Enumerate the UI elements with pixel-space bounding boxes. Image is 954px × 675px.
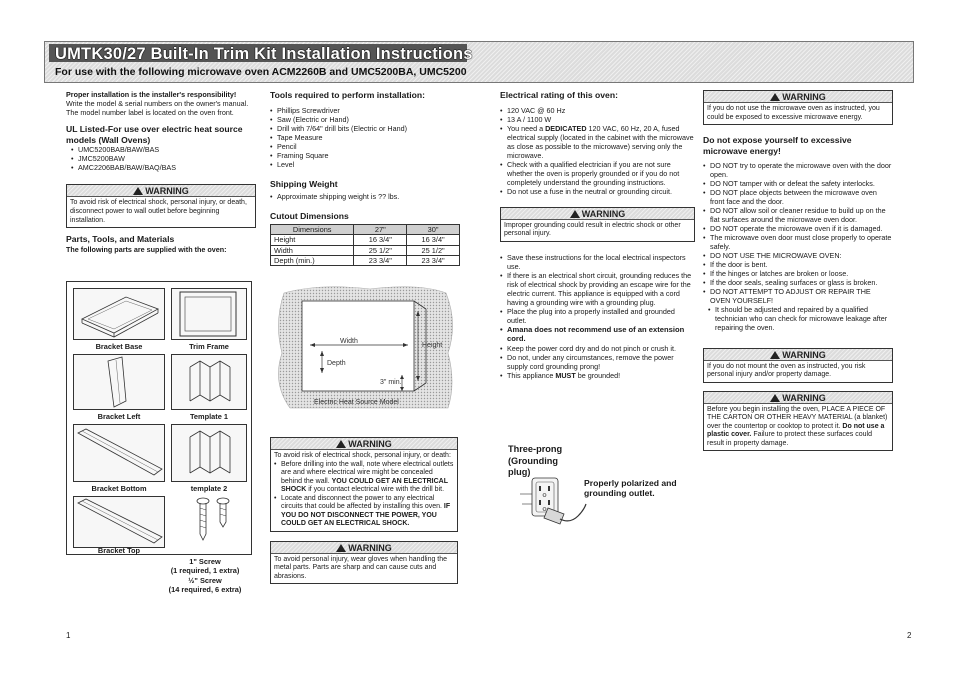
- list-item: • DO NOT allow soil or cleaner residue to build up on the flat surfaces around the microwave oven door.: [703, 206, 893, 224]
- electrical-heading: Electrical rating of this oven:: [500, 90, 618, 100]
- title-banner: [44, 41, 914, 83]
- list-item: • DO NOT ATTEMPT TO ADJUST OR REPAIR THE OVEN YOURSELF!: [703, 287, 893, 305]
- diagram-height-label: Height: [422, 342, 443, 349]
- warning-triangle-icon: [770, 394, 780, 402]
- warning-text: [271, 450, 457, 531]
- warning-box-microwave-energy: [703, 90, 893, 125]
- safety-list: [703, 161, 893, 305]
- list-item: • Check with a qualified electrician if you are not sure whether the oven is properly grounded or if you do not completely understand the grounding instructions.: [500, 160, 695, 187]
- warning-header: [67, 185, 255, 197]
- warning-text: To avoid personal injury, wear gloves when handling the metal parts. Parts are sharp and can cause cuts and abrasions.: [274, 555, 448, 580]
- exposure-heading: Do not expose yourself to excessive microwave energy!: [703, 135, 852, 156]
- screw-1-label: 1" Screw: [189, 557, 221, 566]
- list-item: • If the hinges or latches are broken or loose.: [703, 269, 893, 278]
- trim-frame-image: [171, 288, 247, 340]
- list-item: • Keep the power cord dry and do not pinch or crush it.: [500, 344, 695, 353]
- list-item: • If the door seals, sealing surfaces or glass is broken.: [703, 278, 893, 287]
- plug-outlet-icon: [508, 474, 588, 530]
- table-cell: Width: [271, 245, 354, 255]
- table-header: 30": [407, 225, 460, 235]
- warning-title: WARNING: [145, 186, 189, 197]
- part-label: template 2: [190, 484, 228, 493]
- warning-triangle-icon: [133, 187, 143, 195]
- list-item: • Amana does not recommend use of an extension cord.: [500, 325, 695, 344]
- grounding-list: [500, 253, 695, 380]
- list-item: • Save these instructions for the local electrical inspectors use.: [500, 253, 695, 271]
- column-2-warnings: [270, 437, 458, 584]
- table-header: Dimensions: [271, 225, 354, 235]
- column-1: [66, 90, 256, 254]
- warning-title: WARNING: [348, 542, 392, 553]
- list-item: • DO NOT operate the microwave oven if it is damaged.: [703, 224, 893, 233]
- table-cell: Height: [271, 235, 354, 245]
- table-cell: 23 3/4": [407, 255, 460, 265]
- warning-header: [271, 542, 457, 554]
- warning-title: WARNING: [782, 392, 826, 403]
- cutout-table: [270, 224, 460, 266]
- bracket-bottom-image: [73, 424, 165, 482]
- screw-2-label: ½" Screw: [188, 575, 222, 585]
- warning-item-tail: if you contact electrical wire with the drill bit.: [308, 486, 445, 494]
- warning-item-text: Locate and disconnect the power to any electrical circuits that could be affected by installing this oven.: [281, 494, 442, 511]
- plug-label: Three-prong (Grounding plug): [508, 444, 563, 477]
- list-item: • Pencil: [270, 142, 460, 151]
- warning-intro: To avoid risk of electrical shock, personal injury, or death:: [274, 452, 451, 459]
- warning-title: WARNING: [348, 439, 392, 449]
- table-cell: 25 1/2": [407, 245, 460, 255]
- tools-list: [270, 106, 460, 169]
- column-4: [703, 90, 893, 451]
- electrical-list: [500, 106, 695, 196]
- warning-title: WARNING: [581, 208, 626, 219]
- page-title: UMTK30/27 Built-In Trim Kit Installation Instructions: [55, 45, 473, 63]
- table-cell: 16 3/4": [354, 235, 407, 245]
- list-item: • The microwave oven door must close properly to operate safely.: [703, 233, 893, 251]
- table-cell: 25 1/2": [354, 245, 407, 255]
- shipping-list: [270, 192, 460, 201]
- diagram-caption: Electric Heat Source Model: [314, 399, 399, 406]
- warning-triangle-icon: [770, 351, 780, 359]
- diagram-depth-label: Depth: [327, 360, 346, 367]
- part-label: Bracket Base: [95, 342, 143, 351]
- warning-triangle-icon: [770, 93, 780, 101]
- item-bold: MUST: [555, 370, 576, 380]
- item-text: 120 VAC, 60 Hz, 20 A, fused electrical supply (located in the cabinet with the microwave as close as possible to the microwave) serving only the microwave.: [507, 123, 694, 160]
- list-item: • 13 A / 1100 W: [500, 115, 695, 124]
- warning-box-countertop: [703, 391, 893, 452]
- page-number-right: 2: [907, 631, 912, 640]
- bracket-base-image: [73, 288, 165, 340]
- list-item: • Approximate shipping weight is ?? lbs.: [270, 192, 460, 201]
- safety-sublist: [703, 305, 893, 332]
- warning-item-bold: YOU COULD GET AN ELECTRICAL SHOCK: [281, 477, 448, 494]
- model-list: [66, 145, 256, 172]
- table-header-row: [271, 225, 460, 235]
- warning-box-gloves: [270, 541, 458, 585]
- warning-list: [274, 461, 454, 529]
- list-item: • Framing Square: [270, 151, 460, 160]
- list-item: • 120 VAC @ 60 Hz: [500, 106, 695, 115]
- part-label: Bracket Left: [97, 412, 141, 421]
- table-header: 27": [354, 225, 407, 235]
- table-row: [271, 235, 460, 245]
- warning-header: [704, 349, 892, 361]
- table-row: [271, 245, 460, 255]
- warning-title: WARNING: [782, 92, 826, 102]
- table-cell: Depth (min.): [271, 255, 354, 265]
- table-cell: 23 3/4": [354, 255, 407, 265]
- screw-icon: [193, 496, 233, 546]
- warning-box-drilling: [270, 437, 458, 532]
- list-item: • If the door is bent.: [703, 260, 893, 269]
- warning-box-power: [66, 184, 256, 228]
- responsibility-text: Write the model & serial numbers on the owner's manual. The model number label is located on the oven front.: [66, 99, 249, 117]
- shipping-heading: Shipping Weight: [270, 178, 338, 189]
- warning-text-tail: Failure to protect these surfaces could result in property damage.: [707, 431, 872, 447]
- list-item: • Tape Measure: [270, 133, 460, 142]
- warning-item-text: Before drilling into the wall, note where electrical outlets are and where electrical wire might be concealed behind the wall.: [281, 460, 454, 485]
- list-item: [274, 461, 454, 495]
- warning-box-grounding: [500, 207, 695, 242]
- warning-triangle-icon: [336, 440, 346, 448]
- screw-1-qty: (1 required, 1 extra): [170, 566, 240, 576]
- warning-text: [704, 404, 892, 451]
- screw-labels: [160, 557, 250, 594]
- diagram-width-label: Width: [340, 338, 358, 345]
- list-item: • DO NOT place objects between the microwave oven front face and the door.: [703, 188, 893, 206]
- cutout-heading: Cutout Dimensions: [270, 211, 349, 222]
- warning-text-bold: Do not use a plastic cover.: [707, 422, 885, 439]
- part-label: Template 1: [189, 412, 229, 421]
- item-text: You need a: [507, 123, 544, 133]
- template-1-image: [171, 354, 247, 410]
- part-label: Trim Frame: [189, 342, 229, 351]
- parts-subheading: The following parts are supplied with the oven:: [66, 244, 227, 254]
- list-item: [274, 495, 454, 529]
- warning-triangle-icon: [336, 544, 346, 552]
- list-item: • JMC5200BAW: [66, 154, 256, 163]
- list-item: • Drill with 7/64" drill bits (Electric or Hand): [270, 124, 460, 133]
- warning-item-bold: IF YOU DO NOT DISCONNECT THE POWER, YOU COULD GET AN ELECTRICAL SHOCK.: [281, 503, 451, 528]
- list-item: [500, 124, 695, 160]
- column-3: [500, 90, 695, 380]
- list-item: • DO NOT USE THE MICROWAVE OVEN:: [703, 251, 893, 260]
- warning-title: WARNING: [782, 349, 826, 360]
- part-label: Bracket Top: [97, 546, 141, 555]
- warning-header: [271, 438, 457, 450]
- bracket-top-image: [73, 496, 165, 548]
- list-item: • Place the plug into a properly installed and grounded outlet.: [500, 307, 695, 325]
- outlet-label: Properly polarized and grounding outlet.: [584, 478, 677, 499]
- list-item: • If there is an electrical short circuit, grounding reduces the risk of electrical shock by providing an escape wire for the electric current. This appliance is equipped with a cord having a grounding wire with a grounding plug.: [500, 271, 695, 307]
- item-text: be grounded!: [577, 370, 621, 380]
- warning-header: [704, 392, 892, 404]
- parts-heading: Parts, Tools, and Materials: [66, 234, 175, 245]
- parts-figure: [66, 281, 252, 555]
- item-bold: DEDICATED: [545, 123, 587, 133]
- warning-triangle-icon: [570, 210, 580, 218]
- cutout-diagram: [270, 283, 460, 413]
- list-item: [500, 371, 695, 380]
- list-item: • Do not, under any circumstances, remove the power supply cord grounding prong!: [500, 353, 695, 371]
- page-number-left: 1: [66, 631, 71, 640]
- screw-2-qty: (14 required, 6 extra): [168, 584, 242, 594]
- list-item: • Do not use a fuse in the neutral or grounding circuit.: [500, 187, 695, 196]
- warning-text: To avoid risk of electrical shock, personal injury, or death, disconnect power to wall outlet before beginning installation.: [70, 199, 247, 224]
- list-item: • It should be adjusted and repaired by a qualified technician who can check for microwave leakage after repairing the oven.: [703, 305, 893, 332]
- list-item: • DO NOT try to operate the microwave oven with the door open.: [703, 161, 893, 179]
- warning-header: [501, 208, 694, 220]
- list-item: • Saw (Electric or Hand): [270, 115, 460, 124]
- warning-header: [704, 91, 892, 103]
- ul-listed-heading: UL Listed-For use over electric heat source models (Wall Ovens): [66, 124, 243, 145]
- responsibility-heading: Proper installation is the installer's responsibility!: [66, 90, 237, 99]
- tools-heading: Tools required to perform installation:: [270, 90, 426, 100]
- warning-text: If you do not use the microwave oven as instructed, you could be exposed to excessive microwave energy.: [707, 105, 880, 121]
- warning-text: If you do not mount the oven as instructed, you risk personal injury and/or property damage.: [707, 362, 866, 379]
- list-item: • Phillips Screwdriver: [270, 106, 460, 115]
- list-item: • Level: [270, 160, 460, 169]
- table-row: [271, 255, 460, 265]
- diagram-min-label: 3" min.: [380, 379, 402, 386]
- warning-text-main: Before you begin installing the oven, PLACE A PIECE OF THE CARTON OR OTHER HEAVY MATERIAL (a blanket) over the countertop or cooktop to protect it.: [707, 405, 888, 430]
- part-label: Bracket Bottom: [91, 484, 147, 493]
- bracket-left-image: [73, 354, 165, 410]
- table-cell: 16 3/4": [407, 235, 460, 245]
- template-2-image: [171, 424, 247, 482]
- list-item: • UMC5200BAB/BAW/BAS: [66, 145, 256, 154]
- list-item: • DO NOT tamper with or defeat the safety interlocks.: [703, 179, 893, 188]
- page-subtitle: For use with the following microwave oven ACM2260B and UMC5200BA, UMC5200: [55, 66, 467, 78]
- list-item: • AMC2206BAB/BAW/BAQ/BAS: [66, 163, 256, 172]
- warning-text: Improper grounding could result in electric shock or other personal injury.: [504, 221, 681, 238]
- warning-box-mounting: [703, 348, 893, 383]
- item-text: This appliance: [507, 370, 554, 380]
- column-2: [270, 90, 460, 266]
